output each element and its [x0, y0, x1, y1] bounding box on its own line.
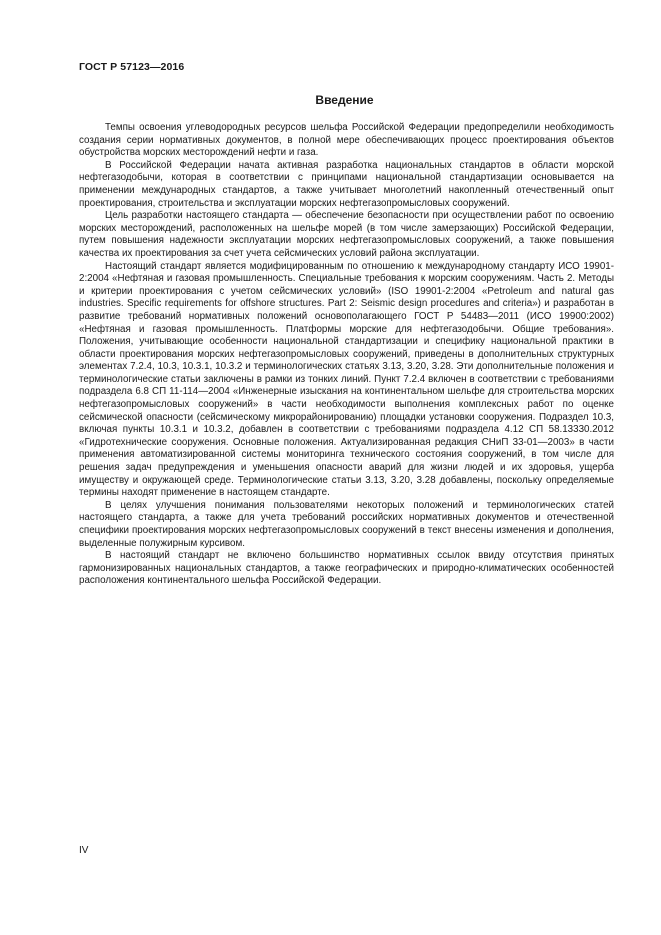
body-text: [79, 122, 614, 588]
paragraph: Цель разработки настоящего стандарта — обеспечение безопасности при осуществлении работ по освоению морских месторождений, расположенных на шельфе морей (в том числе замерзающих) Российской Федерации, путем повышения надежности эксплуатации морских нефтегазопромысловых сооружений, а также повышения качества их проектирования за счет учета сейсмических условий района эксплуатации.: [79, 210, 614, 259]
section-title: Введение: [315, 93, 374, 107]
paragraph: В целях улучшения понимания пользователями некоторых положений и терминологических статей настоящего стандарта, а также для учета требований российских нормативных документов и отечественной специфики проектирования морских нефтегазопромысловых сооружений в текст внесены изменения и дополнения, выделенные полужирным курсивом.: [79, 499, 614, 549]
paragraph: Настоящий стандарт является модифицированным по отношению к международному стандарту ИСО 19901-2:2004 «Нефтяная и газовая промышленность. Специальные требования к морским сооружениям. Часть 2. Методы и критерии проектирования с учетом сейсмических условий» (ISO 19901-2:2004 «Petroleum and natural gas industries. Specific requirements for offshore structures. Part 2: Seismic design procedures and criteria») и разработан в развитие требований нормативных положений основополагающего ГОСТ Р 54483—2011 (ИСО 19900:2002) «Нефтяная и газовая промышленность. Платформы морские для нефтегазодобычи. Общие требования». Положения, учитывающие особенности национальной стандартизации и специфику национальной практики в области проектирования морских нефтегазопромысловых сооружений, приведены в дополнительных структурных элементах 7.2.4, 10.3, 10.3.1, 10.3.2 и терминологических статьях 3.13, 3.20, 3.28. Эти дополнительные положения и терминологические статьи заключены в рамки из тонких линий. Пункт 7.2.4 включен в соответствии с требованиями подраздела 6.8 СП 11-114—2004 «Инженерные изыскания на континентальном шельфе для строительства морских нефтегазопромысловых сооружений» в части необходимости выполнения комплексных работ по оценке сейсмической опасности (сейсмическому микрорайонированию) площадки установки сооружения. Подраздел 10.3, включая пункты 10.3.1 и 10.3.2, добавлен в соответствии с требованиями подраздела 4.12 СП 58.13330.2012 «Гидротехнические сооружения. Основные положения. Актуализированная редакция СНиП 33-01—2003» в части применения автоматизированной системы мониторинга технического состояния сооружений, в том числе для решения задач предупреждения и уменьшения опасности аварий для жизни людей и их здоровья, ущерба имуществу и окружающей среде. Терминологические статьи 3.13, 3.20, 3.28 добавлены, поскольку определяемые термины находят применение в настоящем стандарте.: [79, 260, 614, 499]
paragraph: В Российской Федерации начата активная разработка национальных стандартов в области морской нефтегазодобычи, которая в соответствии с принципами национальной стандартизации основывается на применении международных стандартов, а также учитывает многолетний накопленный отечественный опыт проектирования, строительства и эксплуатации морских нефтегазопромысловых сооружений.: [79, 159, 614, 209]
paragraph: Темпы освоения углеводородных ресурсов шельфа Российской Федерации предопределили необходимость создания серии нормативных документов, в полной мере обеспечивающих процесс проектирования объектов обустройства морских месторождений нефти и газа.: [79, 122, 614, 159]
paragraph: В настоящий стандарт не включено большинство нормативных ссылок ввиду отсутствия принятых гармонизированных национальных стандартов, а также географических и природно-климатических особенностей расположения континентального шельфа Российской Федерации.: [79, 550, 614, 587]
page-number: IV: [79, 845, 89, 856]
standard-code: ГОСТ Р 57123—2016: [79, 61, 185, 73]
